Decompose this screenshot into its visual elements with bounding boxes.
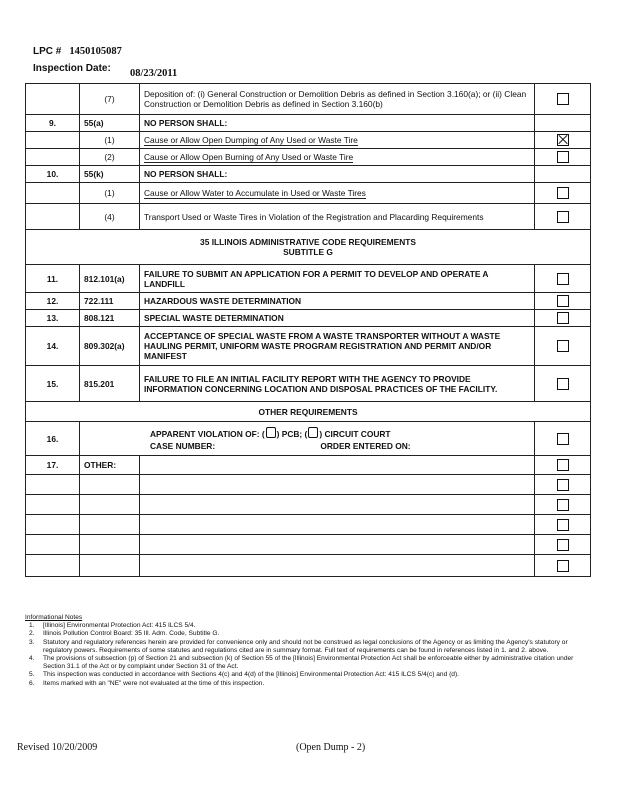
table-row: [26, 115, 591, 132]
pcb-label: PCB;: [281, 428, 303, 439]
other-text-field[interactable]: [140, 515, 535, 535]
violation-checkbox[interactable]: [557, 211, 569, 223]
violation-checkbox[interactable]: [557, 479, 569, 491]
violation-checkbox[interactable]: [557, 187, 569, 199]
note-item: 1. [Illinois] Environmental Protection Act: 415 ILCS 5/4.: [29, 622, 196, 630]
row-number: 12.: [26, 293, 80, 310]
table-row: [26, 555, 591, 577]
table-row: [26, 293, 591, 310]
inspection-date-value-wrap: [130, 68, 177, 79]
row-section: 815.201: [80, 366, 140, 402]
row-text: FAILURE TO SUBMIT AN APPLICATION FOR A PERMIT TO DEVELOP AND OPERATE A LANDFILL: [140, 265, 535, 293]
violation-checkbox[interactable]: [557, 273, 569, 285]
table-row: [26, 132, 591, 149]
row-text: Cause or Allow Water to Accumulate in Used or Waste Tires: [144, 187, 366, 198]
row-text: Cause or Allow Open Burning of Any Used or Waste Tire: [144, 151, 354, 162]
requirements-table: [25, 83, 591, 577]
row-text: Cause or Allow Open Dumping of Any Used or Waste Tire: [144, 134, 358, 145]
section-header-row: [26, 230, 591, 265]
other-text-field[interactable]: [140, 475, 535, 495]
row-number: 10.: [26, 166, 80, 183]
violation-checkbox-checked[interactable]: [557, 134, 569, 146]
apparent-violation-label: APPARENT VIOLATION OF:: [150, 428, 260, 439]
violation-checkbox[interactable]: [557, 295, 569, 307]
lpc-value: 1450105087: [69, 46, 122, 57]
informational-notes: [25, 614, 595, 688]
violation-checkbox[interactable]: [557, 151, 569, 163]
row-section: 55(a): [80, 115, 140, 132]
other-requirements-title: OTHER REQUIREMENTS: [26, 402, 591, 422]
lpc-label: LPC #: [33, 46, 62, 57]
violation-checkbox[interactable]: [557, 312, 569, 324]
row-section: 812.101(a): [80, 265, 140, 293]
violation-checkbox[interactable]: [557, 539, 569, 551]
note-item: 4. The provisions of subsection (p) of Section 21 and subsection (k) of Section 55 of the [Illinois] Environmental Protection Act shall be enforceable either by administrative citation under Section 31.1 of the Act or by complaint under Section 31 of the Act.: [29, 655, 574, 671]
other-text-field[interactable]: [140, 555, 535, 577]
row-text: Deposition of: (i) General Construction or Demolition Debris as defined in Section 3.160(a); or (ii) Clean Construction or Demolition Debris as defined in Section 3.160(b): [140, 84, 535, 115]
row-number: 9.: [26, 115, 80, 132]
other-text-field[interactable]: [140, 535, 535, 555]
order-entered-label: ORDER ENTERED ON:: [320, 440, 411, 451]
row-number: 16.: [26, 422, 80, 456]
violation-checkbox[interactable]: [557, 519, 569, 531]
row-section: 722.111: [80, 293, 140, 310]
table-row: [26, 149, 591, 166]
row-text: Transport Used or Waste Tires in Violation of the Registration and Placarding Requirements: [140, 204, 535, 230]
table-row: [26, 456, 591, 475]
table-row: 16. APPARENT VIOLATION OF: ( ) PCB; ( ) CIRCUIT COURT CASE NUMBER: ORDER ENTERED ON:: [26, 422, 591, 456]
inspection-date-line: [33, 63, 111, 74]
pcb-option[interactable]: [266, 427, 276, 438]
table-row: [26, 166, 591, 183]
row-section: OTHER:: [80, 456, 140, 475]
row-subsection: (1): [80, 183, 140, 204]
violation-checkbox[interactable]: [557, 459, 569, 471]
violation-checkbox[interactable]: [557, 433, 569, 445]
row-subsection: (2): [80, 149, 140, 166]
row-number: 17.: [26, 456, 80, 475]
row-subsection: (7): [80, 84, 140, 115]
table-row: [26, 366, 591, 402]
table-row: [26, 84, 591, 115]
table-row: [26, 535, 591, 555]
row-number: 13.: [26, 310, 80, 327]
note-item: 5. This inspection was conducted in accordance with Sections 4(c) and 4(d) of the [Illinois] Environmental Protection Act: 415 ILCS 5/4(c) and (d).: [29, 671, 459, 679]
violation-checkbox[interactable]: [557, 378, 569, 390]
page-label: (Open Dump - 2): [296, 742, 366, 753]
row-text: ACCEPTANCE OF SPECIAL WASTE FROM A WASTE TRANSPORTER WITHOUT A WASTE HAULING PERMIT, UNIFORM WASTE PROGRAM REGISTRATION AND PERMIT AND/OR MANIFEST: [140, 327, 535, 366]
section-title: 35 ILLINOIS ADMINISTRATIVE CODE REQUIREMENTS: [200, 237, 416, 247]
inspection-date-value: 08/23/2011: [130, 68, 178, 79]
section-header-row: [26, 402, 591, 422]
row-section: 809.302(a): [80, 327, 140, 366]
row-subsection: (4): [80, 204, 140, 230]
other-text-field[interactable]: [140, 456, 535, 475]
table-row: [26, 183, 591, 204]
revised-date: Revised 10/20/2009: [17, 742, 98, 753]
row-text: SPECIAL WASTE DETERMINATION: [140, 310, 535, 327]
row-text: NO PERSON SHALL:: [140, 166, 535, 183]
violation-checkbox[interactable]: [557, 93, 569, 105]
violation-checkbox[interactable]: [557, 560, 569, 572]
inspection-date-label: Inspection Date:: [33, 63, 111, 74]
row-section: 55(k): [80, 166, 140, 183]
violation-checkbox[interactable]: [557, 340, 569, 352]
note-item: 3. Statutory and regulatory references herein are provided for convenience only and should not be construed as legal conclusions of the Agency or as limiting the Agency's statutory or regulatory powers. Requirements of some statutes and regulations cited are in summary format. Full text of requirements can be found in references listed in 1. and 2. above.: [29, 638, 568, 654]
other-text-field[interactable]: [140, 495, 535, 515]
row-text: FAILURE TO FILE AN INITIAL FACILITY REPORT WITH THE AGENCY TO PROVIDE INFORMATION CONCERNING LOCATION AND DISPOSAL PRACTICES OF THE FACILITY.: [140, 366, 535, 402]
violation-checkbox[interactable]: [557, 499, 569, 511]
table-row: [26, 204, 591, 230]
note-item: 2. Illinois Pollution Control Board: 35 Ill. Adm. Code, Subtitle G.: [29, 630, 220, 638]
row-section: 808.121: [80, 310, 140, 327]
row-text: HAZARDOUS WASTE DETERMINATION: [140, 293, 535, 310]
table-row: [26, 495, 591, 515]
table-row: [26, 310, 591, 327]
note-item: 6. Items marked with an "NE" were not evaluated at the time of this inspection.: [29, 679, 265, 687]
circuit-court-label: CIRCUIT COURT: [324, 428, 391, 439]
table-row: [26, 515, 591, 535]
lpc-number-line: [33, 46, 122, 57]
notes-title: Informational Notes: [25, 614, 83, 621]
circuit-court-option[interactable]: [308, 427, 318, 438]
row-subsection: (1): [80, 132, 140, 149]
row-text: NO PERSON SHALL:: [140, 115, 535, 132]
table-row: [26, 265, 591, 293]
row-number: 14.: [26, 327, 80, 366]
row-number: 11.: [26, 265, 80, 293]
table-row: [26, 475, 591, 495]
table-row: [26, 327, 591, 366]
section-subtitle: SUBTITLE G: [283, 247, 333, 257]
row-number: 15.: [26, 366, 80, 402]
case-number-label: CASE NUMBER:: [150, 440, 216, 451]
